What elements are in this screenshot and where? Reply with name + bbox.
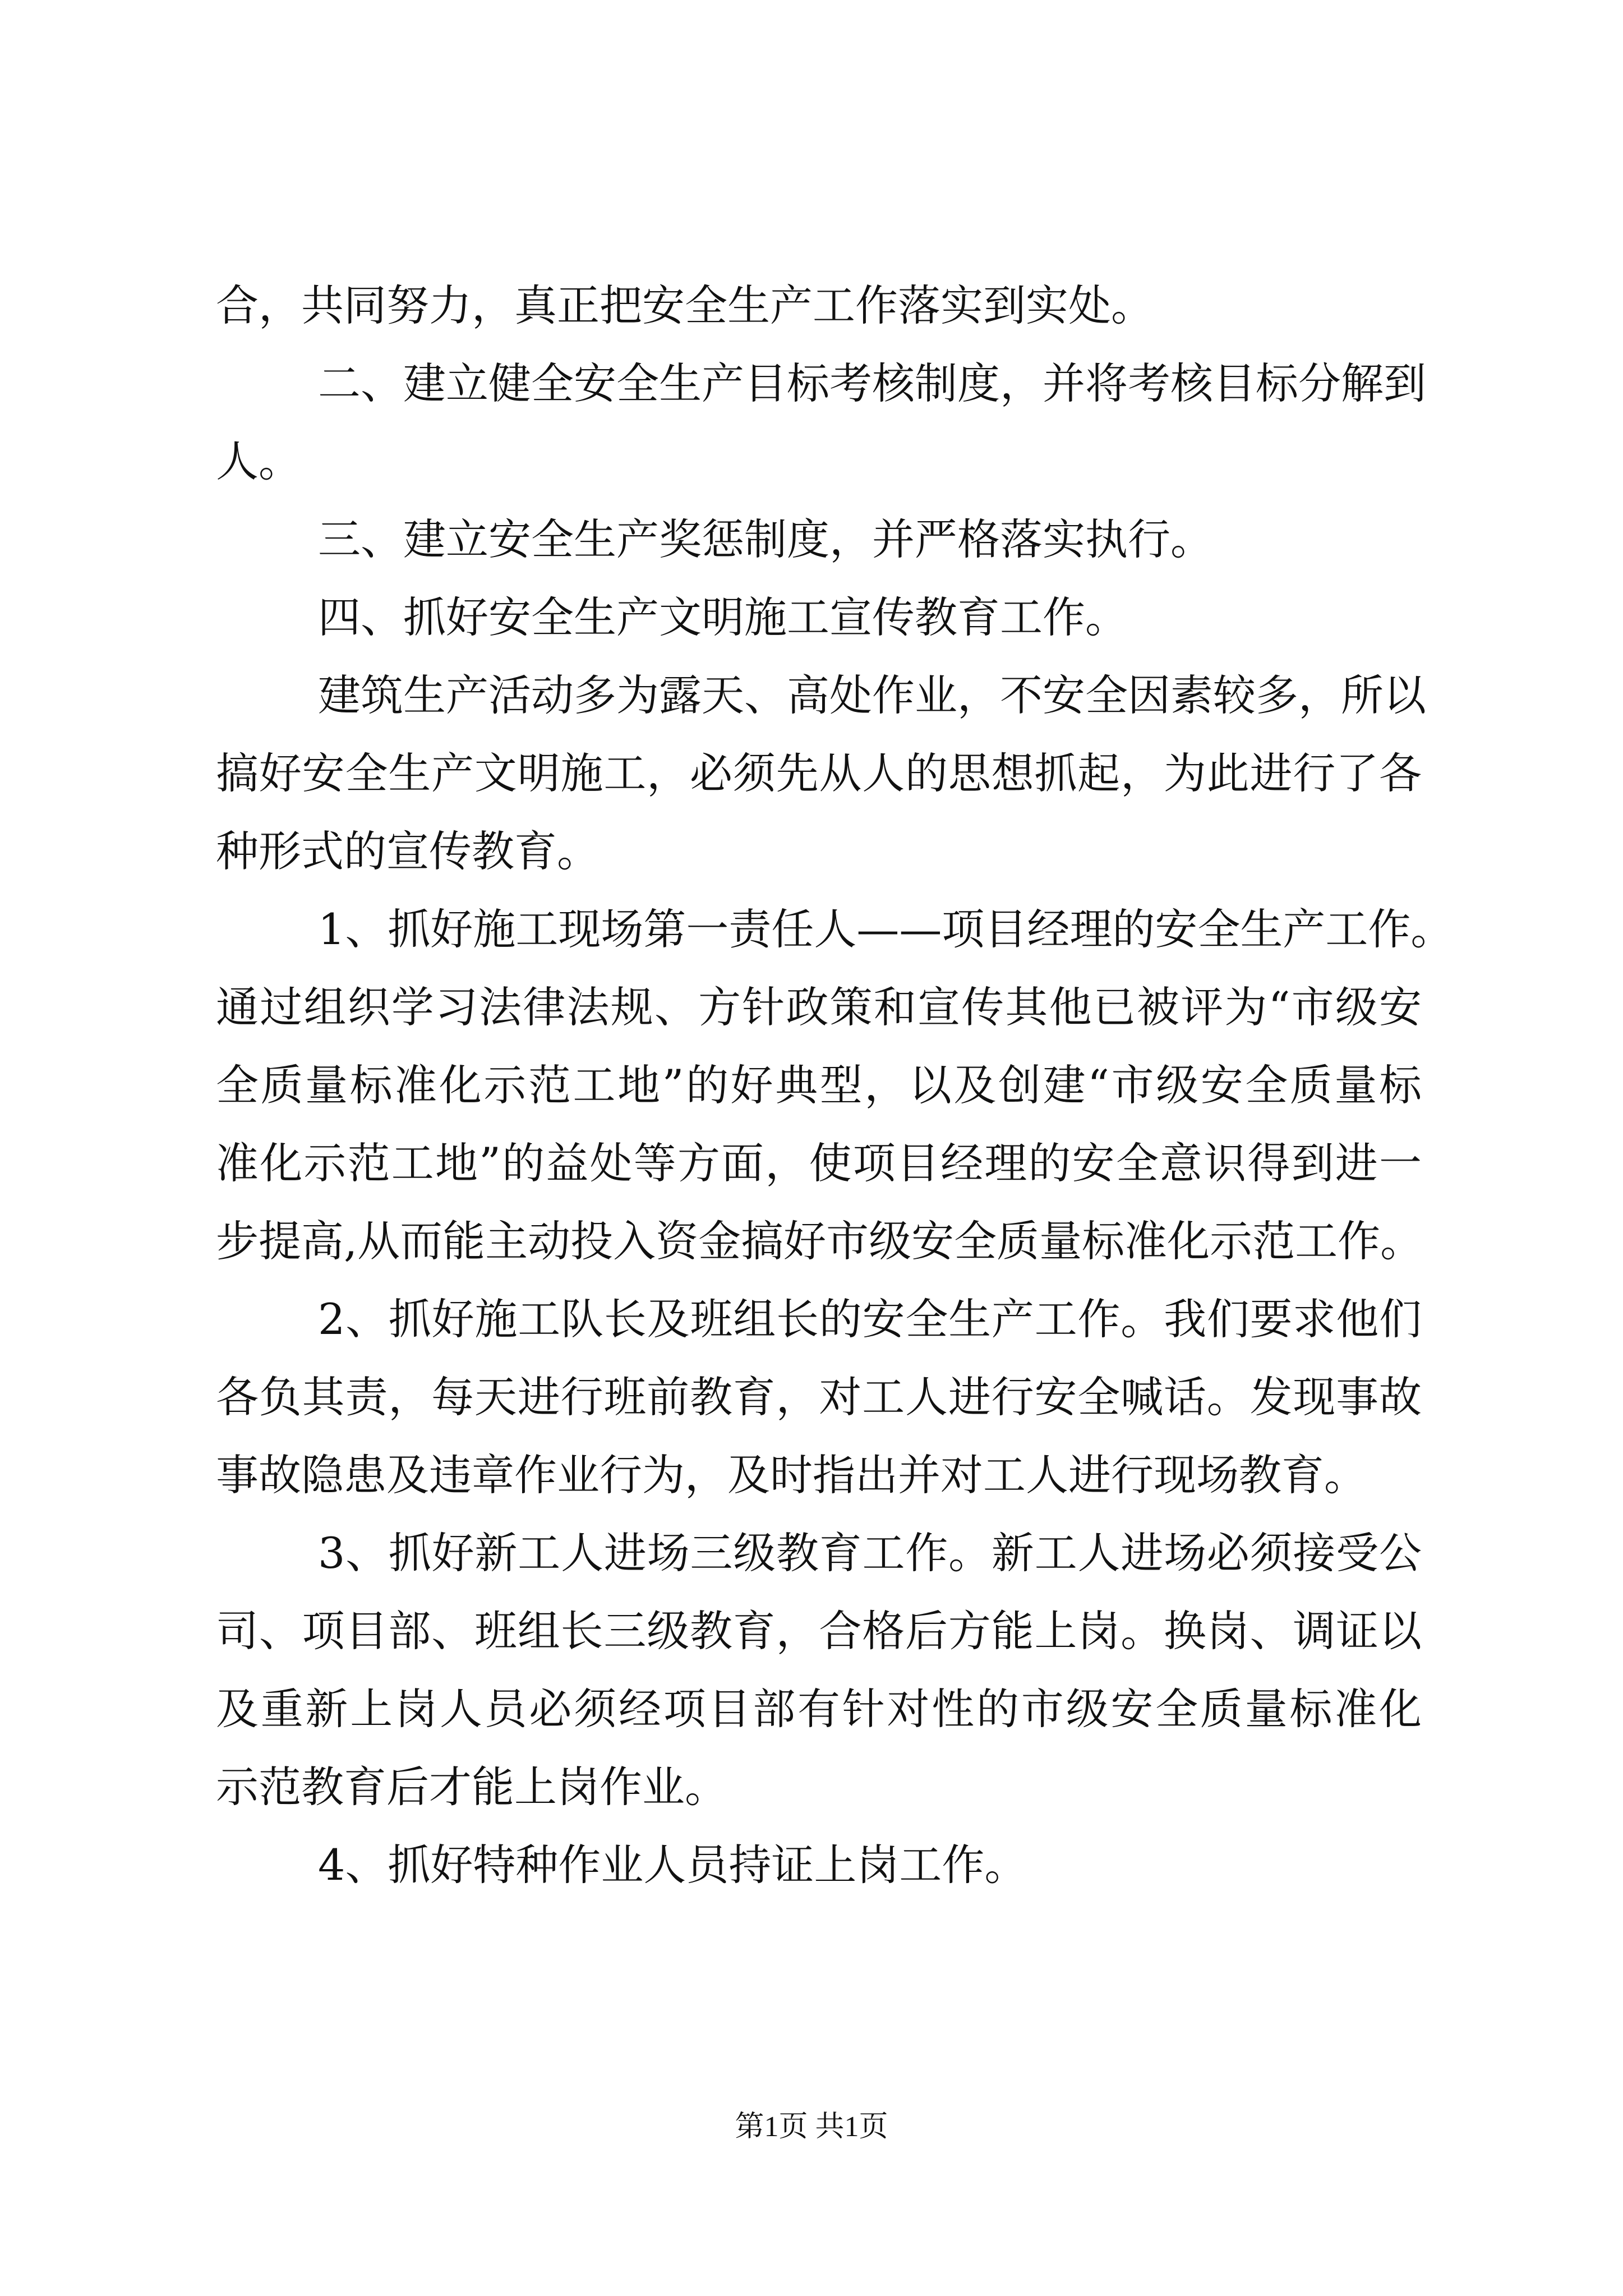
- text-line: 步提高,从而能主动投入资金搞好市级安全质量标准化示范工作。: [216, 1216, 1423, 1266]
- text-line: 准化示范工地”的益处等方面，使项目经理的安全意识得到进一: [216, 1138, 1422, 1188]
- text-line: 搞好安全生产文明施工，必须先从人的思想抓起，为此进行了各: [216, 748, 1422, 798]
- text-line: 示范教育后才能上岗作业。: [216, 1762, 727, 1812]
- text-line: 合，共同努力，真正把安全生产工作落实到实处。: [216, 280, 1154, 330]
- document-body: [216, 266, 1454, 1904]
- text-line: 3、抓好新工人进场三级教育工作。新工人进场必须接受公: [318, 1528, 1422, 1578]
- text-line: 各负其责，每天进行班前教育，对工人进行安全喊话。发现事故: [216, 1372, 1422, 1422]
- text-line: 二、建立健全安全生产目标考核制度，并将考核目标分解到: [318, 358, 1426, 408]
- text-line: 2、抓好施工队长及班组长的安全生产工作。我们要求他们: [318, 1294, 1422, 1344]
- text-line: 1、抓好施工现场第一责任人——项目经理的安全生产工作。: [318, 904, 1454, 954]
- text-line: 及重新上岗人员必须经项目部有针对性的市级安全质量标准化: [216, 1684, 1422, 1734]
- text-line: 人。: [216, 436, 301, 486]
- text-line: 事故隐患及违章作业行为，及时指出并对工人进行现场教育。: [216, 1450, 1367, 1500]
- page-footer: 第1页 共1页: [735, 2111, 888, 2143]
- text-line: 通过组织学习法律法规、方针政策和宣传其他已被评为“市级安: [216, 982, 1422, 1032]
- text-line: 三、建立安全生产奖惩制度，并严格落实执行。: [318, 514, 1213, 564]
- text-line: 种形式的宣传教育。: [216, 826, 600, 876]
- text-line: 司、项目部、班组长三级教育，合格后方能上岗。换岗、调证以: [216, 1606, 1422, 1656]
- text-line: 全质量标准化示范工地”的好典型，以及创建“市级安全质量标: [216, 1060, 1422, 1110]
- text-line: 四、抓好安全生产文明施工宣传教育工作。: [318, 592, 1128, 642]
- text-line: 建筑生产活动多为露天、高处作业，不安全因素较多，所以: [318, 670, 1426, 720]
- text-line: 4、抓好特种作业人员持证上岗工作。: [318, 1840, 1027, 1890]
